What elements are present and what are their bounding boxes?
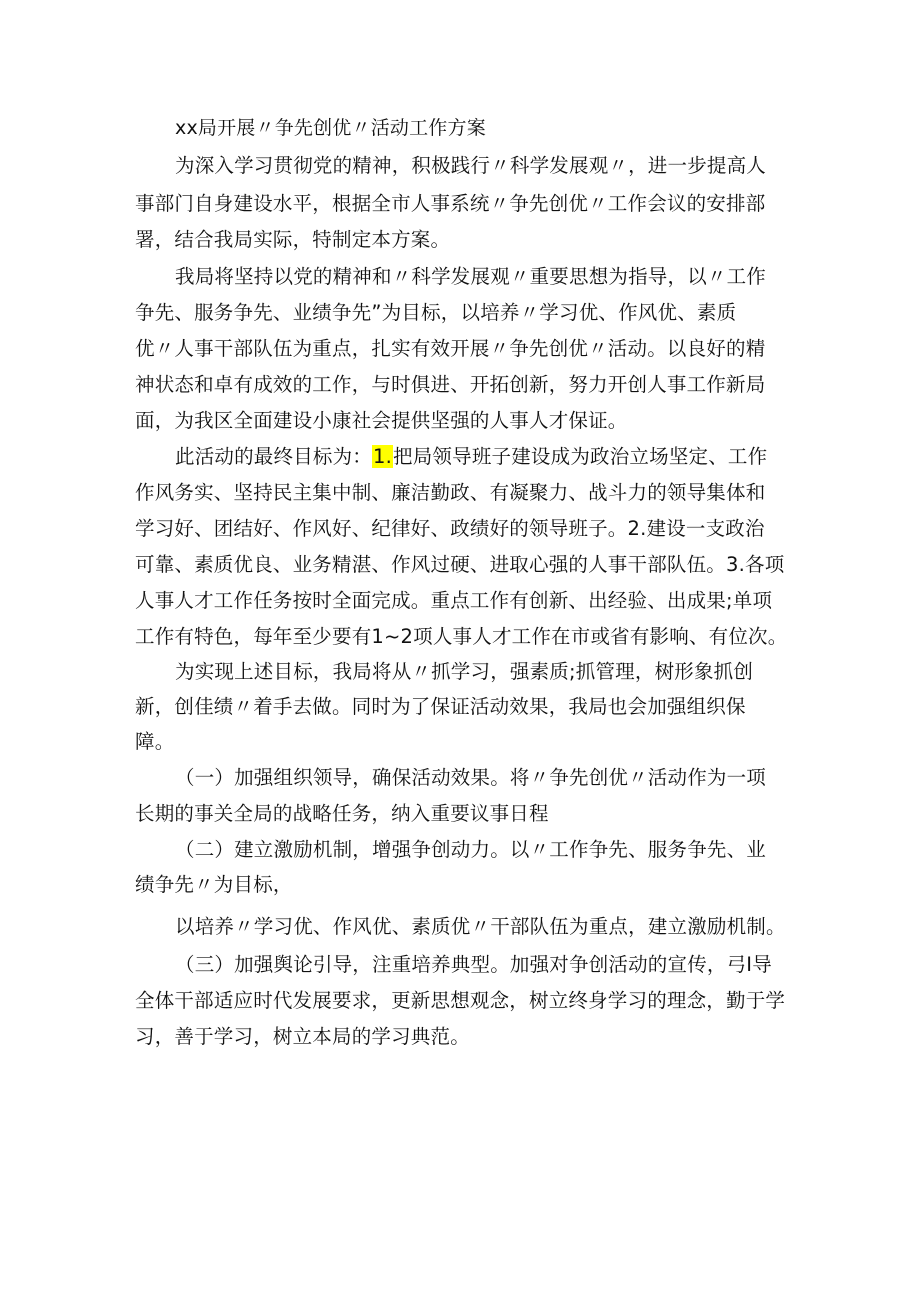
paragraph-line: 人事人才工作任务按时全面完成。重点工作有创新、出经验、出成果;单项 — [135, 589, 773, 612]
goal-intro: 此活动的最终目标为： — [175, 445, 373, 468]
paragraph-line: 署，结合我局实际，特制定本方案。 — [135, 228, 451, 251]
goal-item-one: 把局领导班子建设成为政治立场坚定、工作 — [393, 445, 768, 468]
paragraph-line: 为深入学习贯彻党的精神，积极践行〃科学发展观〃，进一步提高人 — [175, 154, 767, 177]
paragraph-line: 神状态和卓有成效的工作，与时俱进、开拓创新，努力开创人事工作新局 — [135, 373, 766, 396]
document-title: xx局开展〃争先创优〃活动工作方案 — [175, 117, 486, 139]
paragraph-line: （三）加强舆论引导，注重培养典型。加强对争创活动的宣传，弓I导 — [175, 953, 772, 976]
paragraph-line: （二）建立激励机制，增强争创动力。以〃工作争先、服务争先、业 — [175, 838, 767, 861]
paragraph-line: 绩争先〃为目标， — [135, 873, 293, 896]
paragraph-line: 为实现上述目标，我局将从〃抓学习，强素质;抓管理，树形象抓创 — [175, 660, 754, 683]
paragraph-line: 可靠、素质优良、业务精湛、作风过硬、进取心强的人事干部队伍。3.各项 — [135, 553, 785, 576]
paragraph-line: 长期的事关全局的战略任务，纳入重要议事日程 — [135, 802, 549, 825]
paragraph-line: 习，善于学习，树立本局的学习典范。 — [135, 1025, 470, 1048]
paragraph-line: （一）加强组织领导，确保活动效果。将〃争先创优〃活动作为一项 — [175, 766, 767, 789]
paragraph-line: 新，创佳绩〃着手去做。同时为了保证活动效果，我局也会加强组织保 — [135, 695, 746, 718]
paragraph-line: 面，为我区全面建设小康社会提供坚强的人事人才保证。 — [135, 409, 628, 432]
highlighted-item-number: 1. — [373, 445, 393, 468]
paragraph-line — [175, 441, 767, 473]
paragraph-line: 争先、服务争先、业绩争先”为目标，以培养〃学习优、作风优、素质 — [135, 301, 737, 324]
paragraph-line: 作风务实、坚持民主集中制、廉洁勤政、有凝聚力、战斗力的领导集体和 — [135, 481, 766, 504]
paragraph-line: 工作有特色，每年至少要有1~2项人事人才工作在市或省有影响、有位次。 — [135, 625, 788, 648]
paragraph-line: 我局将坚持以党的精神和〃科学发展观〃重要思想为指导，以〃工作 — [175, 265, 767, 288]
paragraph-line: 事部门自身建设水平，根据全市人事系统〃争先创优〃工作会议的安排部 — [135, 192, 766, 215]
paragraph-line: 全体干部适应时代发展要求，更新思想观念，树立终身学习的理念，勤于学 — [135, 989, 786, 1012]
paragraph-line: 以培养〃学习优、作风优、素质优〃干部队伍为重点，建立激励机制。 — [175, 915, 786, 938]
paragraph-line: 优〃人事干部队伍为重点，扎实有效开展〃争先创优〃活动。以良好的精 — [135, 337, 766, 360]
paragraph-line: 障。 — [135, 730, 175, 753]
paragraph-line: 学习好、团结好、作风好、纪律好、政绩好的领导班子。2.建设一支政治 — [135, 517, 765, 540]
